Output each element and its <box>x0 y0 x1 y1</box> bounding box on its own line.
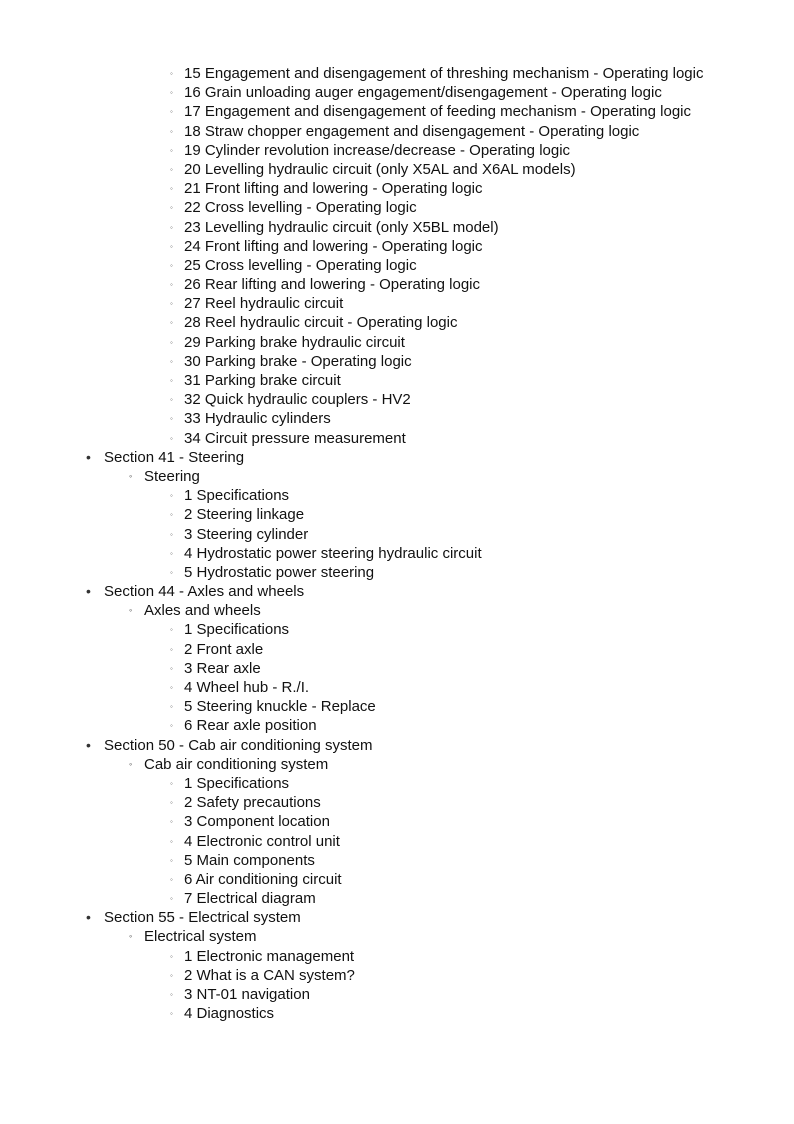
bullet-icon: ◦ <box>170 356 173 366</box>
list-item-label: 17 Engagement and disengagement of feeding mechanism - Operating logic <box>184 103 691 121</box>
bullet-icon: ◦ <box>170 433 173 443</box>
section-heading <box>0 908 794 927</box>
bullet-icon: ◦ <box>170 778 173 788</box>
list-item-label: 4 Diagnostics <box>184 1005 275 1023</box>
list-item-label: 26 Rear lifting and lowering - Operating logic <box>184 276 480 294</box>
bullet-icon: ◦ <box>170 663 173 673</box>
list-item-label: 22 Cross levelling - Operating logic <box>184 199 417 217</box>
bullet-icon: ◦ <box>170 990 173 1000</box>
list-item-label: 20 Levelling hydraulic circuit (only X5AL and X6AL models) <box>184 160 576 178</box>
bullet-icon: ◦ <box>170 222 173 232</box>
list-item-label: 19 Cylinder revolution increase/decrease - Operating logic <box>184 141 571 159</box>
bullet-icon: ◦ <box>170 548 173 558</box>
list-item <box>0 620 794 639</box>
list-item <box>0 390 794 409</box>
bullet-icon: ◦ <box>170 798 173 808</box>
list-item-label: 21 Front lifting and lowering - Operating logic <box>184 180 483 198</box>
subsection-title: Cab air conditioning system <box>144 755 329 773</box>
list-item <box>0 544 794 563</box>
bullet-icon: ◦ <box>170 491 173 501</box>
list-item-label: 4 Electronic control unit <box>184 832 340 850</box>
list-item <box>0 832 794 851</box>
list-item <box>0 141 794 160</box>
bullet-icon: ◦ <box>170 683 173 693</box>
list-item <box>0 870 794 889</box>
list-item <box>0 851 794 870</box>
list-item-label: 15 Engagement and disengagement of threshing mechanism - Operating logic <box>184 65 704 82</box>
list-item-label: 27 Reel hydraulic circuit <box>184 295 344 313</box>
bullet-icon: ◦ <box>170 836 173 846</box>
bullet-icon: ◦ <box>170 280 173 290</box>
bullet-icon: ◦ <box>170 126 173 136</box>
bullet-icon: ◦ <box>170 203 173 213</box>
section-heading <box>0 582 794 601</box>
list-item <box>0 774 794 793</box>
list-item <box>0 102 794 121</box>
list-item <box>0 160 794 179</box>
bullet-icon: ◦ <box>129 931 133 942</box>
subsection-title: Steering <box>144 467 200 485</box>
list-item <box>0 659 794 678</box>
bullet-icon: • <box>86 583 91 600</box>
list-item-label: 1 Specifications <box>184 621 290 639</box>
list-item <box>0 486 794 505</box>
bullet-icon: ◦ <box>170 145 173 155</box>
bullet-icon: ◦ <box>170 395 173 405</box>
list-item <box>0 429 794 448</box>
list-item-label: 25 Cross levelling - Operating logic <box>184 256 417 274</box>
list-item-label: 29 Parking brake hydraulic circuit <box>184 333 405 351</box>
subsection-heading <box>0 755 794 774</box>
bullet-icon: ◦ <box>170 510 173 520</box>
list-item <box>0 313 794 332</box>
list-item-label: 5 Steering knuckle - Replace <box>184 698 376 716</box>
list-item-label: 5 Main components <box>184 851 315 869</box>
subsection-title: Electrical system <box>144 928 257 946</box>
section-title: Section 55 - Electrical system <box>104 909 301 927</box>
bullet-icon: ◦ <box>170 529 173 539</box>
bullet-icon: ◦ <box>170 894 173 904</box>
list-item-label: 18 Straw chopper engagement and disengagement - Operating logic <box>184 122 640 140</box>
bullet-icon: ◦ <box>170 1009 173 1019</box>
list-item <box>0 812 794 831</box>
list-item <box>0 409 794 428</box>
list-item <box>0 505 794 524</box>
list-item-label: 32 Quick hydraulic couplers - HV2 <box>184 391 411 409</box>
subsection-heading <box>0 601 794 620</box>
list-item <box>0 525 794 544</box>
bullet-icon: • <box>86 448 91 465</box>
list-item <box>0 218 794 237</box>
bullet-icon: ◦ <box>129 605 133 616</box>
list-item <box>0 678 794 697</box>
list-item <box>0 985 794 1004</box>
bullet-icon: • <box>86 909 91 926</box>
list-item-label: 6 Rear axle position <box>184 717 317 735</box>
section-heading <box>0 448 794 467</box>
list-item <box>0 122 794 141</box>
list-item <box>0 966 794 985</box>
list-item-label: 1 Specifications <box>184 774 290 792</box>
list-item-label: 2 Steering linkage <box>184 506 305 524</box>
list-item-label: 4 Wheel hub - R./I. <box>184 679 310 697</box>
section-title: Section 50 - Cab air conditioning system <box>104 736 373 754</box>
list-item <box>0 83 794 102</box>
bullet-icon: ◦ <box>170 817 173 827</box>
list-item-label: 7 Electrical diagram <box>184 890 316 908</box>
list-item-label: 24 Front lifting and lowering - Operating logic <box>184 237 483 255</box>
bullet-icon: ◦ <box>170 567 173 577</box>
bullet-icon: ◦ <box>170 318 173 328</box>
list-item <box>0 294 794 313</box>
list-item <box>0 793 794 812</box>
bullet-icon: ◦ <box>170 184 173 194</box>
list-item <box>0 237 794 256</box>
list-item <box>0 563 794 582</box>
list-item-label: 5 Hydrostatic power steering <box>184 563 375 581</box>
list-item-label: 6 Air conditioning circuit <box>184 870 342 888</box>
list-item-label: 23 Levelling hydraulic circuit (only X5BL model) <box>184 218 499 236</box>
list-item <box>0 716 794 735</box>
list-item-label: 28 Reel hydraulic circuit - Operating logic <box>184 314 458 332</box>
bullet-icon: ◦ <box>170 644 173 654</box>
bullet-icon: ◦ <box>170 874 173 884</box>
list-item <box>0 275 794 294</box>
bullet-icon: ◦ <box>170 299 173 309</box>
list-item <box>0 640 794 659</box>
subsection-title: Axles and wheels <box>144 602 261 620</box>
subsection-heading <box>0 927 794 946</box>
list-item <box>0 179 794 198</box>
bullet-icon: ◦ <box>129 470 133 481</box>
bullet-icon: ◦ <box>170 702 173 712</box>
list-item-label: 4 Hydrostatic power steering hydraulic circuit <box>184 544 482 562</box>
list-item-label: 3 NT-01 navigation <box>184 986 310 1004</box>
list-item <box>0 198 794 217</box>
section-title: Section 44 - Axles and wheels <box>104 583 305 601</box>
list-item-label: 33 Hydraulic cylinders <box>184 410 331 428</box>
bullet-icon: ◦ <box>170 625 173 635</box>
list-item-label: 34 Circuit pressure measurement <box>184 429 406 447</box>
list-item-label: 30 Parking brake - Operating logic <box>184 352 412 370</box>
list-item-label: 2 Safety precautions <box>184 794 321 812</box>
bullet-icon: • <box>86 736 91 753</box>
list-item-label: 1 Electronic management <box>184 947 355 965</box>
list-item <box>0 64 794 83</box>
list-item <box>0 697 794 716</box>
list-item <box>0 352 794 371</box>
bullet-icon: ◦ <box>170 855 173 865</box>
subsection-heading <box>0 467 794 486</box>
bullet-icon: ◦ <box>170 260 173 270</box>
table-of-contents <box>0 64 794 1023</box>
list-item <box>0 256 794 275</box>
bullet-icon: ◦ <box>170 721 173 731</box>
list-item-label: 31 Parking brake circuit <box>184 372 341 390</box>
list-item-label: 2 Front axle <box>184 640 264 658</box>
list-item <box>0 371 794 390</box>
bullet-icon: ◦ <box>170 376 173 386</box>
list-item <box>0 947 794 966</box>
bullet-icon: ◦ <box>170 951 173 961</box>
list-item-label: 3 Component location <box>184 813 330 831</box>
section-title: Section 41 - Steering <box>104 448 245 466</box>
bullet-icon: ◦ <box>129 758 133 769</box>
bullet-icon: ◦ <box>170 970 173 980</box>
bullet-icon: ◦ <box>170 337 173 347</box>
list-item <box>0 333 794 352</box>
list-item-label: 1 Specifications <box>184 487 290 505</box>
section-heading <box>0 736 794 755</box>
bullet-icon: ◦ <box>170 164 173 174</box>
bullet-icon: ◦ <box>170 69 173 78</box>
list-item-label: 3 Steering cylinder <box>184 525 309 543</box>
list-item <box>0 889 794 908</box>
list-item-label: 2 What is a CAN system? <box>184 966 355 984</box>
list-item <box>0 1004 794 1023</box>
bullet-icon: ◦ <box>170 241 173 251</box>
bullet-icon: ◦ <box>170 107 173 117</box>
list-item-label: 3 Rear axle <box>184 659 261 677</box>
list-item-label: 16 Grain unloading auger engagement/disengagement - Operating logic <box>184 84 662 102</box>
bullet-icon: ◦ <box>170 88 173 98</box>
bullet-icon: ◦ <box>170 414 173 424</box>
